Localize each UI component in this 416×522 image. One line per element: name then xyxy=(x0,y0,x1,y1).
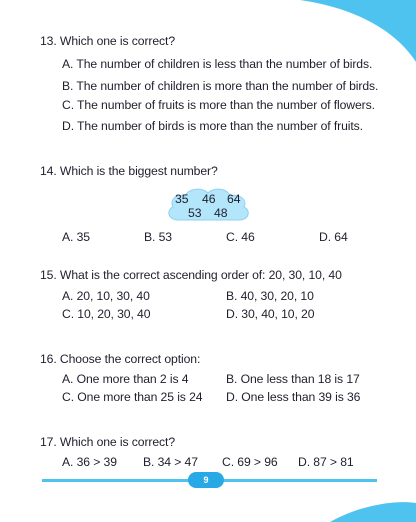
number-cloud xyxy=(164,186,254,226)
q15-option-b: B. 40, 30, 20, 10 xyxy=(226,289,314,303)
q13-option-c: C. The number of fruits is more than the number of flowers. xyxy=(62,98,375,112)
q14-option-c: C. 46 xyxy=(226,230,255,244)
q17-question: 17. Which one is correct? xyxy=(40,435,176,449)
q13-option-b: B. The number of children is more than the number of birds. xyxy=(62,79,379,93)
q17-option-c: C. 69 > 96 xyxy=(222,455,278,469)
q15-option-a: A. 20, 10, 30, 40 xyxy=(62,289,150,303)
q16-option-a: A. One more than 2 is 4 xyxy=(62,372,189,386)
q15-option-c: C. 10, 20, 30, 40 xyxy=(62,307,151,321)
q17-option-b: B. 34 > 47 xyxy=(143,455,198,469)
q14-option-b: B. 53 xyxy=(144,230,172,244)
q13-option-d: D. The number of birds is more than the number of fruits. xyxy=(62,119,363,133)
q16-question: 16. Choose the correct option: xyxy=(40,352,201,366)
q15-question: 15. What is the correct ascending order of: 20, 30, 10, 40 xyxy=(40,268,342,282)
q15-option-d: D. 30, 40, 10, 20 xyxy=(226,307,315,321)
q14-option-d: D. 64 xyxy=(319,230,348,244)
q17-option-a: A. 36 > 39 xyxy=(62,455,117,469)
q17-option-d: D. 87 > 81 xyxy=(298,455,354,469)
page-number-badge: 9 xyxy=(188,472,224,488)
cloud-number-5: 48 xyxy=(214,206,228,220)
bottom-right-corner-shape xyxy=(330,502,416,522)
cloud-number-4: 53 xyxy=(188,206,202,220)
q13-question: 13. Which one is correct? xyxy=(40,34,176,48)
cloud-number-2: 46 xyxy=(202,192,216,206)
q14-question: 14. Which is the biggest number? xyxy=(40,164,218,178)
q14-option-a: A. 35 xyxy=(62,230,90,244)
q13-option-a: A. The number of children is less than the number of birds. xyxy=(62,57,373,71)
q16-option-d: D. One less than 39 is 36 xyxy=(226,390,361,404)
cloud-number-1: 35 xyxy=(175,192,189,206)
q16-option-c: C. One more than 25 is 24 xyxy=(62,390,203,404)
top-right-corner-shape xyxy=(300,0,416,62)
cloud-number-3: 64 xyxy=(227,192,241,206)
q16-option-b: B. One less than 18 is 17 xyxy=(226,372,360,386)
